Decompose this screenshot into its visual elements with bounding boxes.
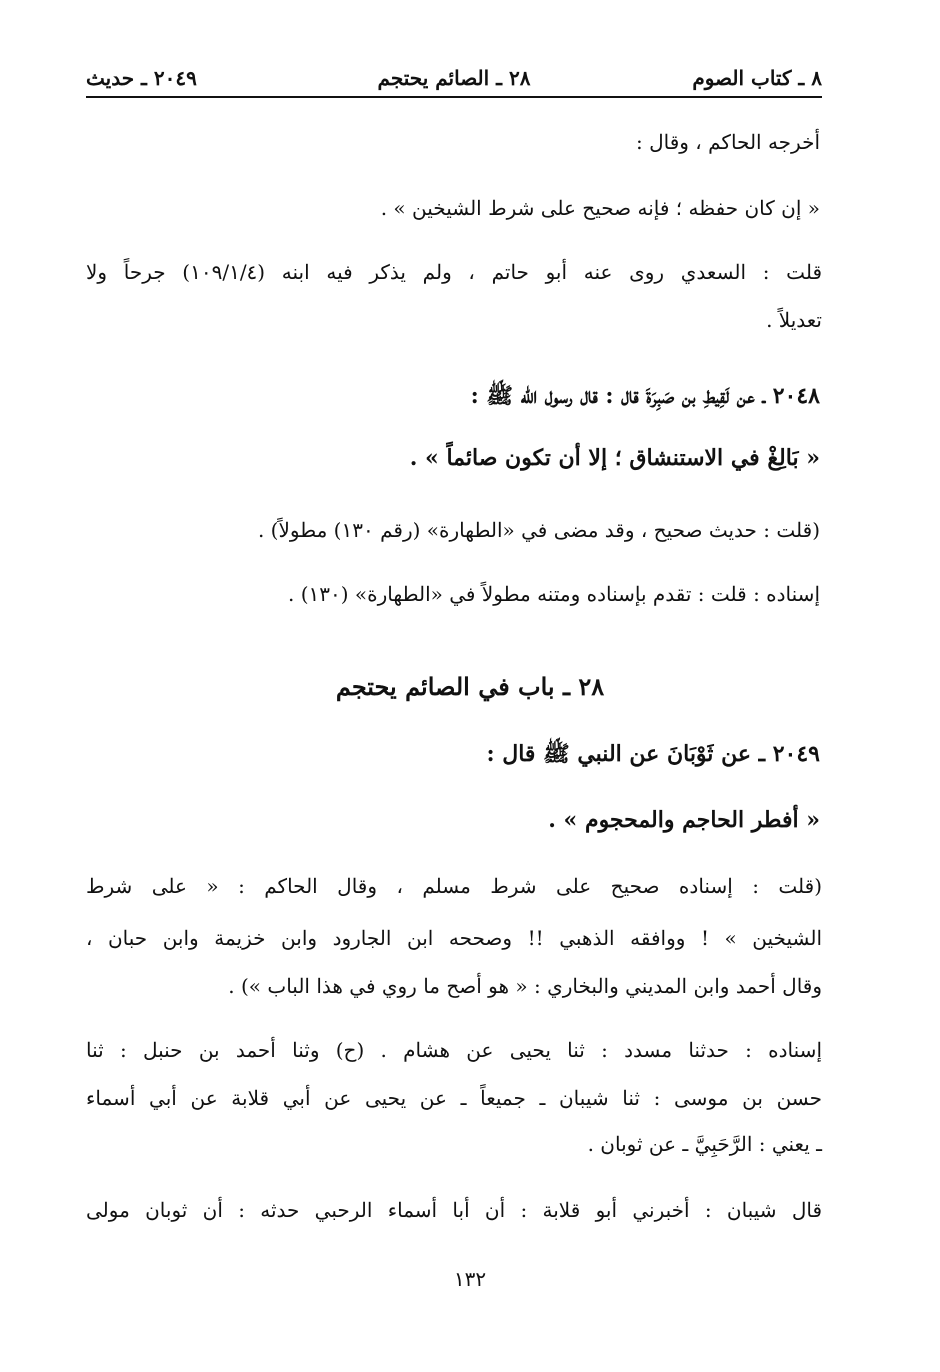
section-title: ٢٨ ـ باب في الصائم يحتجم — [335, 672, 605, 701]
hadith-2048-grading: (قلت : حديث صحيح ، وقد مضى في «الطهارة» (رقم ١٣٠) مطولاً) . — [257, 518, 820, 542]
text-line: إسناده : حدثنا مسدد : ثنا يحيى عن هشام . (ح) وثنا أحمد بن حنبل : ثنا — [86, 1038, 822, 1062]
hadith-2049-text: « أفطر الحاجم والمحجوم » . — [548, 807, 820, 833]
text-line: « إن كان حفظه ؛ فإنه صحيح على شرط الشيخين » . — [380, 196, 820, 220]
running-header — [86, 62, 822, 98]
text-line: قال شيبان : أخبرني أبو قلابة : أن أبا أسماء الرحبي حدثه : أن ثوبان مولى — [86, 1198, 822, 1222]
hadith-2048-isnad: إسناده : قلت : تقدم بإسناده ومتنه مطولاً في «الطهارة» (١٣٠) . — [288, 582, 820, 606]
text-line: أخرجه الحاكم ، وقال : — [636, 130, 820, 154]
hadith-2049-heading: ٢٠٤٩ ـ عن ثَوْبَانَ عن النبي ﷺ قال : — [486, 741, 820, 767]
hadith-2048-text: « بَالِغْ في الاستنشاق ؛ إلا أن تكون صائماً » . — [409, 445, 820, 471]
text-line: وقال أحمد وابن المديني والبخاري : « هو أصح ما روي في هذا الباب ») . — [228, 974, 822, 998]
hadith-2048-heading: ٢٠٤٨ ـ عن لَقِيطِ بن صَبِرَةَ قال : قال رسول الله ﷺ : — [470, 383, 820, 409]
header-hadith-number: ٢٠٤٩ ـ حديث — [86, 66, 197, 90]
page-number: ١٣٢ — [453, 1267, 487, 1291]
header-chapter-title: ٢٨ ـ الصائم يحتجم — [377, 66, 531, 90]
text-line: ـ يعني : الرَّحَبِيَّ ـ عن ثوبان . — [587, 1132, 822, 1156]
text-line: (قلت : إسناده صحيح على شرط مسلم ، وقال الحاكم : « على شرط — [86, 874, 822, 898]
text-line: الشيخين » ! ووافقه الذهبي !! وصححه ابن الجارود وابن خزيمة وابن حبان ، — [86, 926, 822, 950]
text-line: حسن بن موسى : ثنا شيبان ـ جميعاً ـ عن يحيى عن أبي قلابة عن أبي أسماء — [86, 1086, 822, 1110]
text-line: قلت : السعدي روى عنه أبو حاتم ، ولم يذكر فيه ابنه (١٠٩/١/٤) جرحاً ولا — [86, 260, 823, 284]
text-line: تعديلاً . — [766, 308, 822, 332]
header-book-title: ٨ ـ كتاب الصوم — [692, 66, 822, 90]
